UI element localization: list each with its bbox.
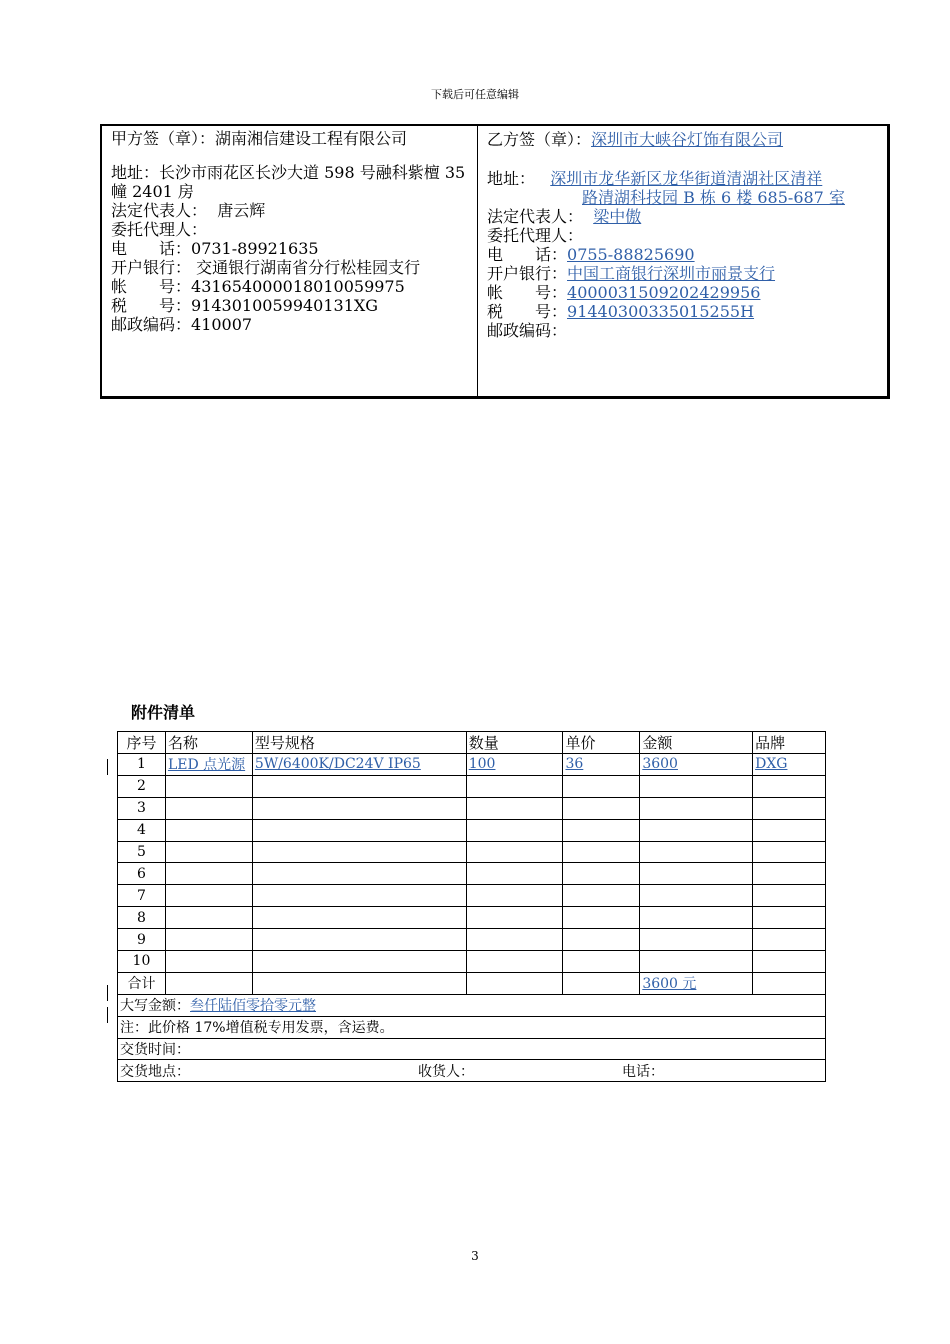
table-cell [466, 972, 563, 994]
table-cell [563, 841, 640, 863]
cell-text: DXG [755, 756, 788, 773]
cell-text: 2 [137, 778, 146, 795]
party-a-bank-label: 开户银行： [111, 258, 192, 277]
table-cell [640, 907, 753, 929]
party-a-legal-rep: 唐云辉 [217, 201, 266, 220]
page-number: 3 [471, 1249, 479, 1263]
table-cell [563, 885, 640, 907]
table-cell [252, 929, 466, 951]
table-cell [118, 797, 166, 819]
table-cell [640, 929, 753, 951]
table-cell [252, 907, 466, 929]
cell-text: LED 点光源 [167, 757, 246, 774]
party-b-tax: 91440300335015255H [567, 302, 755, 321]
table-cell [563, 819, 640, 841]
cell-text: 3 [137, 800, 146, 817]
table-cell [466, 797, 563, 819]
capital-cell [118, 994, 826, 1016]
table-row [118, 775, 826, 797]
column-header: 名称 [165, 732, 252, 754]
table-cell [563, 863, 640, 885]
table-cell [563, 797, 640, 819]
table-cell [118, 863, 166, 885]
column-header: 单价 [563, 732, 640, 754]
table-cell [165, 797, 252, 819]
party-a-sign-label: 甲方签（章）： [111, 129, 216, 148]
table-cell [252, 754, 466, 776]
table-cell [165, 863, 252, 885]
party-a-phone: 0731-89921635 [191, 239, 319, 258]
header-note: 下载后可任意编辑 [431, 88, 519, 101]
table-cell [563, 775, 640, 797]
party-b-postcode-label: 邮政编码： [487, 321, 568, 340]
table-cell [753, 797, 826, 819]
party-a-column [102, 126, 478, 396]
party-a-tax-label: 税 号： [111, 296, 192, 315]
table-cell [466, 885, 563, 907]
party-a-agent-line [111, 220, 471, 239]
table-cell [165, 972, 252, 994]
party-b-postcode-line [487, 321, 881, 340]
cell-text: 8 [137, 909, 146, 926]
party-b-phone-label: 电 话： [487, 245, 568, 264]
party-b-phone: 0755-88825690 [567, 245, 695, 264]
party-a-postcode: 410007 [191, 315, 253, 334]
table-cell [165, 929, 252, 951]
cell-text: 36 [565, 756, 584, 773]
table-cell [252, 819, 466, 841]
attachment-title: 附件清单 [131, 703, 196, 722]
party-b-tax-line [487, 302, 881, 321]
note-row [118, 1016, 826, 1038]
table-row [118, 929, 826, 951]
party-b-address-line1: 深圳市龙华新区龙华街道清湖社区清祥 [550, 169, 823, 188]
table-cell [252, 885, 466, 907]
party-a-postcode-label: 邮政编码： [111, 315, 192, 334]
revision-mark [107, 759, 108, 775]
total-row [118, 972, 826, 994]
table-cell [563, 972, 640, 994]
table-cell [165, 907, 252, 929]
delivery-time-row [118, 1038, 826, 1060]
table-cell [753, 885, 826, 907]
table-cell [165, 951, 252, 973]
table-cell [753, 775, 826, 797]
table-cell [466, 951, 563, 973]
table-cell [563, 907, 640, 929]
table-row [118, 863, 826, 885]
party-b-address-line2: 路清湖科技园 B 栋 6 楼 685-687 室 [582, 188, 845, 207]
revision-mark [107, 985, 108, 1001]
table-cell [640, 775, 753, 797]
cell-text: 1 [137, 756, 146, 773]
cell-text: 10 [132, 953, 151, 970]
table-cell [753, 863, 826, 885]
table-cell [640, 754, 753, 776]
table-row [118, 819, 826, 841]
table-cell [252, 863, 466, 885]
table-cell [118, 972, 166, 994]
table-row [118, 841, 826, 863]
party-a-legal-rep-label: 法定代表人： [111, 201, 208, 220]
party-b-address-label: 地址： [487, 169, 536, 188]
table-cell [118, 907, 166, 929]
party-b-account-label: 帐 号： [487, 283, 568, 302]
note-cell: 注：此价格 17%增值税专用发票，含运费。 [118, 1016, 826, 1038]
party-b-agent-label: 委托代理人： [487, 226, 584, 245]
capital-label: 大写金额： [120, 998, 190, 1015]
table-cell [563, 754, 640, 776]
table-row [118, 885, 826, 907]
table-cell [640, 885, 753, 907]
table-row [118, 951, 826, 973]
cell-text: 7 [137, 887, 146, 904]
table-cell [466, 754, 563, 776]
table-cell [563, 929, 640, 951]
party-a-bank: 交通银行湖南省分行松桂园支行 [196, 258, 421, 277]
party-b-bank-line [487, 264, 881, 283]
table-cell [753, 907, 826, 929]
table-cell [466, 841, 563, 863]
table-cell [753, 929, 826, 951]
delivery-place-cell [118, 1060, 826, 1082]
table-cell [252, 797, 466, 819]
party-b-name: 深圳市大峡谷灯饰有限公司 [591, 130, 784, 149]
table-cell [252, 972, 466, 994]
party-a-bank-line [111, 258, 471, 277]
column-header: 数量 [466, 732, 563, 754]
table-cell [466, 775, 563, 797]
table-cell [640, 819, 753, 841]
cell-text: 9 [137, 931, 146, 948]
revision-mark [107, 1007, 108, 1023]
party-a-tax-line [111, 296, 471, 315]
table-cell [118, 841, 166, 863]
column-header: 型号规格 [252, 732, 466, 754]
table-row [118, 754, 826, 776]
party-b-tax-label: 税 号： [487, 302, 568, 321]
table-cell [466, 907, 563, 929]
party-b-legal-rep-line [487, 207, 881, 226]
party-b-bank: 中国工商银行深圳市丽景支行 [567, 264, 776, 283]
table-cell [640, 841, 753, 863]
table-cell [563, 951, 640, 973]
party-a-agent-label: 委托代理人： [111, 220, 208, 239]
party-b-sign-line [487, 130, 881, 149]
table-row [118, 797, 826, 819]
cell-text: 5 [137, 844, 146, 860]
table-cell [165, 841, 252, 863]
party-a-postcode-line [111, 315, 471, 334]
party-a-legal-rep-line [111, 201, 471, 220]
table-cell [640, 797, 753, 819]
party-a-address: 长沙市雨花区长沙大道 598 号融科紫檀 35 幢 2401 房 [111, 163, 466, 201]
table-cell [118, 929, 166, 951]
signature-block [100, 124, 890, 399]
delivery-place-row [118, 1060, 826, 1082]
party-a-address-label: 地址： [111, 163, 160, 182]
table-cell [118, 885, 166, 907]
party-b-account: 4000031509202429956 [567, 283, 761, 302]
total-label: 合计 [127, 976, 156, 993]
party-b-sign-label: 乙方签（章）： [487, 130, 592, 149]
delivery-place-label: 交货地点： [120, 1063, 190, 1080]
table-cell [118, 754, 166, 776]
party-a-account-line [111, 277, 471, 296]
column-header: 品牌 [753, 732, 826, 754]
table-cell [165, 754, 252, 776]
party-b-column [478, 126, 887, 396]
party-a-address-line [111, 163, 471, 201]
capital-amount: 叁仟陆佰零拾零元整 [190, 998, 316, 1015]
column-header: 金额 [640, 732, 753, 754]
cell-text: 6 [137, 865, 146, 882]
table-cell [640, 951, 753, 973]
table-cell [165, 775, 252, 797]
table-row [118, 907, 826, 929]
table-cell [753, 841, 826, 863]
table-cell [118, 775, 166, 797]
table-cell [466, 929, 563, 951]
party-a-sign-line [111, 129, 471, 148]
table-cell [753, 972, 826, 994]
party-a-tax: 9143010059940131XG [191, 296, 379, 315]
table-cell [252, 951, 466, 973]
party-b-legal-rep: 梁中傲 [593, 207, 642, 226]
party-b-address-cont [487, 188, 881, 207]
table-cell [165, 819, 252, 841]
table-cell [118, 819, 166, 841]
cell-text: 100 [468, 756, 496, 773]
party-a-account: 431654000018010059975 [191, 277, 405, 296]
party-b-phone-line [487, 245, 881, 264]
party-b-account-line [487, 283, 881, 302]
cell-text: 4 [137, 822, 146, 839]
table-cell [753, 754, 826, 776]
party-b-address-line [487, 169, 881, 188]
party-a-name: 湖南湘信建设工程有限公司 [215, 129, 408, 148]
capital-row [118, 994, 826, 1016]
delivery-time-cell: 交货时间： [118, 1038, 826, 1060]
table-cell [252, 841, 466, 863]
party-a-phone-label: 电 话： [111, 239, 192, 258]
table-cell [466, 819, 563, 841]
party-a-account-label: 帐 号： [111, 277, 192, 296]
attachment-table [117, 731, 826, 1082]
receiver-label: 收货人： [418, 1063, 474, 1080]
party-b-legal-rep-label: 法定代表人： [487, 207, 584, 226]
cell-text: 3600 [642, 756, 678, 773]
table-cell [118, 951, 166, 973]
table-cell [466, 863, 563, 885]
table-cell [640, 863, 753, 885]
cell-text: 5W/6400K/DC24V IP65 [254, 756, 421, 773]
column-header: 序号 [118, 732, 166, 754]
party-b-bank-label: 开户银行： [487, 264, 568, 283]
table-cell [753, 951, 826, 973]
table-cell [640, 972, 753, 994]
table-cell [753, 819, 826, 841]
table-cell [252, 775, 466, 797]
table-header-row [118, 732, 826, 754]
total-amount: 3600 元 [642, 976, 697, 993]
table-cell [165, 885, 252, 907]
party-a-phone-line [111, 239, 471, 258]
party-b-agent-line [487, 226, 881, 245]
delivery-phone-label: 电话： [622, 1063, 664, 1080]
